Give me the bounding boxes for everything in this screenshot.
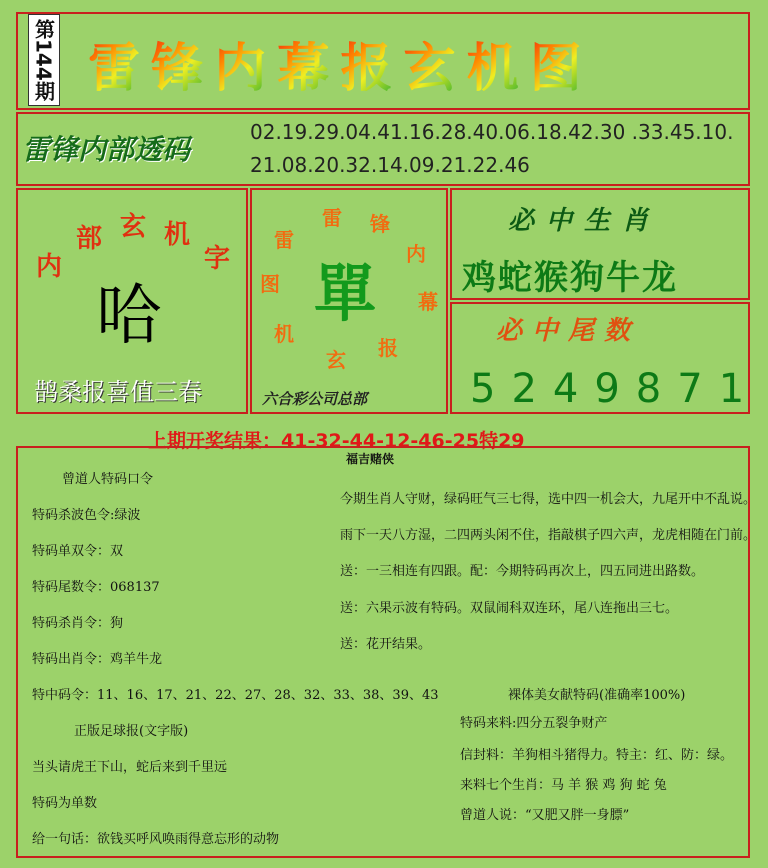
football-line: 当头请虎王下山，蛇后来到千里远 bbox=[32, 760, 228, 775]
codes-label: 雷锋内部透码 bbox=[22, 133, 191, 166]
left-poem: 鹊桑报喜值三春 bbox=[34, 378, 202, 406]
football-title: 正版足球报(文字版) bbox=[74, 724, 189, 739]
left-item: 特中码令：11、16、17、21、22、27、28、32、33、38、39、43 bbox=[32, 688, 439, 703]
right-line: 今期生肖人守财，绿码旺气三七得，选中四一机会大，九尾开中不乱说。 bbox=[340, 492, 757, 507]
title-char: 内 bbox=[214, 26, 266, 101]
codes-line2: 21.08.20.32.14.09.21.22.46 bbox=[250, 153, 530, 177]
left-item: 特码尾数令：068137 bbox=[32, 580, 160, 595]
football-line: 给一句话：欲钱买呼风唤雨得意忘形的动物 bbox=[32, 832, 280, 847]
right-line: 送：花开结果。 bbox=[340, 637, 432, 652]
right-line: 送：六果示波有特码。双鼠闹科双连环，尾八连拖出三七。 bbox=[340, 601, 679, 616]
zodiac-title: 必中生肖 bbox=[508, 206, 661, 236]
left-title: 曾道人特码口令 bbox=[62, 472, 154, 487]
title-char: 幕 bbox=[277, 26, 329, 101]
beauty-line: 来料七个生肖：马 羊 猴 鸡 狗 蛇 兔 bbox=[460, 778, 667, 793]
left-item: 特码杀波色令:绿波 bbox=[32, 508, 141, 523]
left-item: 特码单双令：双 bbox=[32, 544, 124, 559]
title-char: 雷 bbox=[88, 26, 140, 101]
arc-text: 内 部 玄 机 字 bbox=[36, 212, 231, 282]
tail-title: 必中尾数 bbox=[496, 316, 641, 346]
beauty-line: 特码来料:四分五裂争财产 bbox=[460, 716, 608, 731]
last-result: 上期开奖结果：41-32-44-12-46-25特29 bbox=[148, 430, 525, 452]
center-footer: 六合彩公司总部 bbox=[262, 390, 368, 408]
title-char: 报 bbox=[340, 26, 392, 101]
center-ring: 雷 锋 内 幕 报 玄 机 图 雷 bbox=[260, 206, 438, 372]
left-item: 特码出肖令：鸡羊牛龙 bbox=[32, 652, 163, 667]
zodiac-list: 鸡蛇猴狗牛龙 bbox=[462, 258, 678, 298]
beauty-title: 裸体美女献特码(准确率100%) bbox=[508, 688, 686, 703]
right-line: 送：一三相连有四跟。配：今期特码再次上，四五同进出路数。 bbox=[340, 564, 705, 579]
center-big-char: 單 bbox=[314, 257, 377, 330]
football-line: 特码为单数 bbox=[32, 796, 98, 811]
title-char: 锋 bbox=[151, 26, 203, 101]
right-line: 雨下一天八方湿，二四两头闲不住，指敲棋子四六声，龙虎相随在门前。 bbox=[340, 528, 757, 543]
issue-label: 第144期 bbox=[28, 14, 60, 106]
tail-numbers: 5249871 bbox=[470, 366, 761, 412]
left-big-char: 哈 bbox=[96, 277, 162, 354]
title-char: 玄 bbox=[404, 26, 456, 101]
beauty-line: 曾道人说：“又肥又胖一身膘” bbox=[460, 808, 630, 823]
left-item: 特码杀肖令：狗 bbox=[32, 616, 124, 631]
beauty-line: 信封料：羊狗相斗猪得力。特主：红、防：绿。 bbox=[460, 748, 734, 763]
title-char: 机 bbox=[467, 26, 519, 101]
title-char: 图 bbox=[530, 26, 582, 101]
bottom-heading: 福吉赌侠 bbox=[346, 452, 395, 466]
codes-line1: 02.19.29.04.41.16.28.40.06.18.42.30 .33.45.10. bbox=[250, 120, 734, 144]
main-title bbox=[88, 26, 588, 101]
